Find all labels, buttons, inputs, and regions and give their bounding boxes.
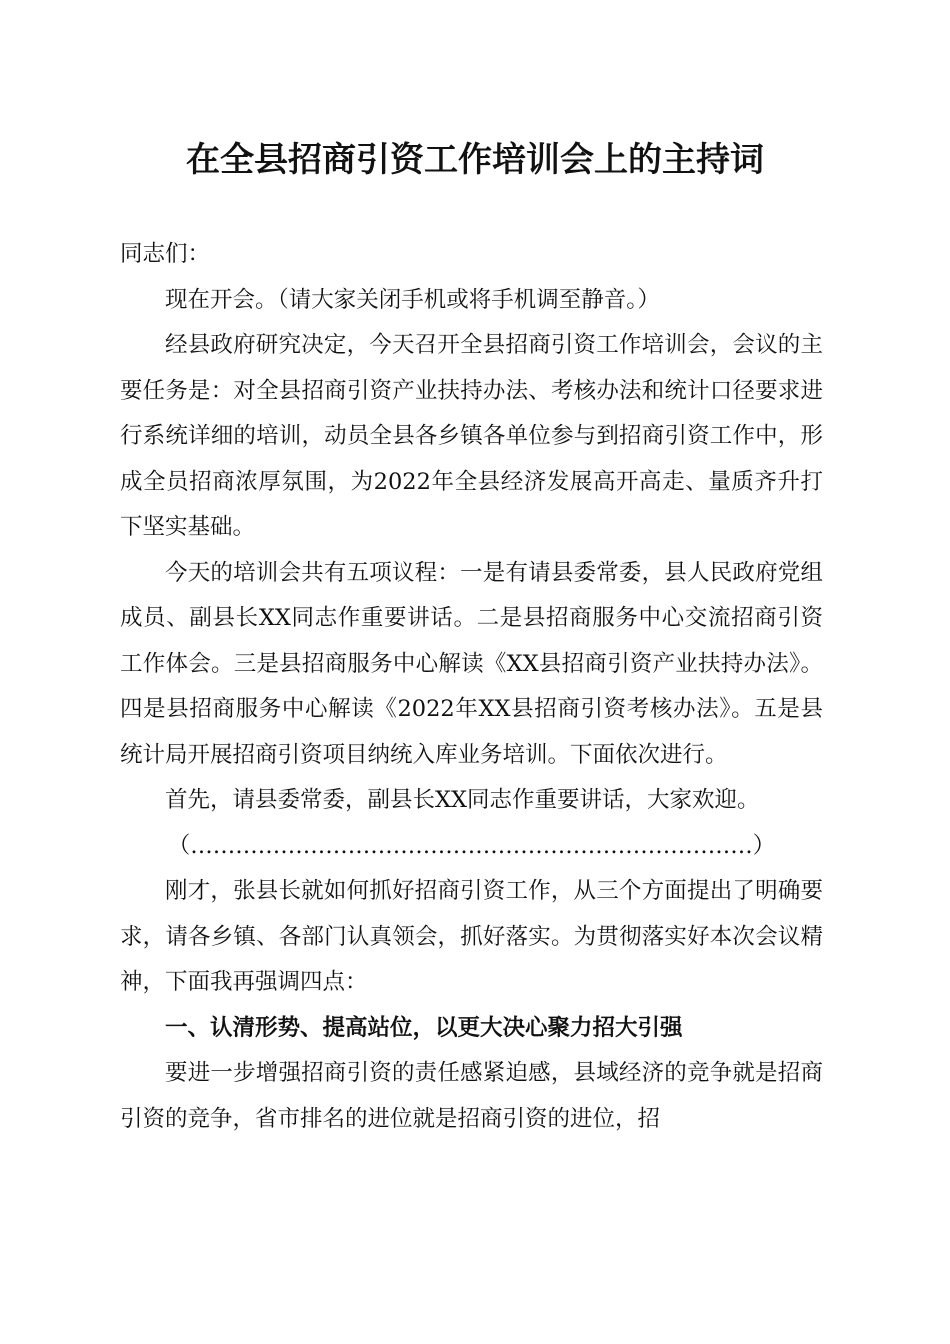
paragraph-opening: 现在开会。（请大家关闭手机或将手机调至静音。） (165, 286, 661, 313)
paragraph-first-speaker: 首先，请县委常委，副县长XX同志作重要讲话，大家欢迎。 (165, 787, 760, 813)
paragraph-purpose: 经县政府研究决定，今天召开全县招商引资工作培训会，会议的主要任务是：对全县招商引资产业扶持办法、考核办法和统计口径要求进行系统详细的培训，动员全县各乡镇各单位参与到招商引资工作中，形成全员招商浓厚氛围，为2022年全县经济发展高开高走、量质齐升打下坚实基础。 (120, 332, 823, 540)
ellipsis-line: （…………………………………………………………………） (167, 832, 776, 859)
section-paragraph: 要进一步增强招商引资的责任感紧迫感，县域经济的竞争就是招商引资的竞争，省市排名的进位就是招商引资的进位，招 (120, 1060, 823, 1132)
salutation: 同志们： (120, 241, 211, 267)
document-title: 在全县招商引资工作培训会上的主持词 (186, 140, 764, 180)
paragraph-agenda: 今天的培训会共有五项议程：一是有请县委常委，县人民政府党组成员、副县长XX同志作重要讲话。二是县招商服务中心交流招商引资工作体会。三是县招商服务中心解读《XX县招商引资产业扶持办法》。四是县招商服务中心解读《2022年XX县招商引资考核办法》。五是县统计局开展招商引资项目纳统入库业务培训。下面依次进行。 (120, 559, 823, 768)
paragraph-summary: 刚才，张县长就如何抓好招商引资工作，从三个方面提出了明确要求，请各乡镇、各部门认真领会，抓好落实。为贯彻落实好本次会议精神，下面我再强调四点： (120, 878, 823, 995)
document-body (120, 232, 823, 1142)
section-heading: 一、认清形势、提高站位，以更大决心聚力招大引强 (165, 1014, 683, 1041)
